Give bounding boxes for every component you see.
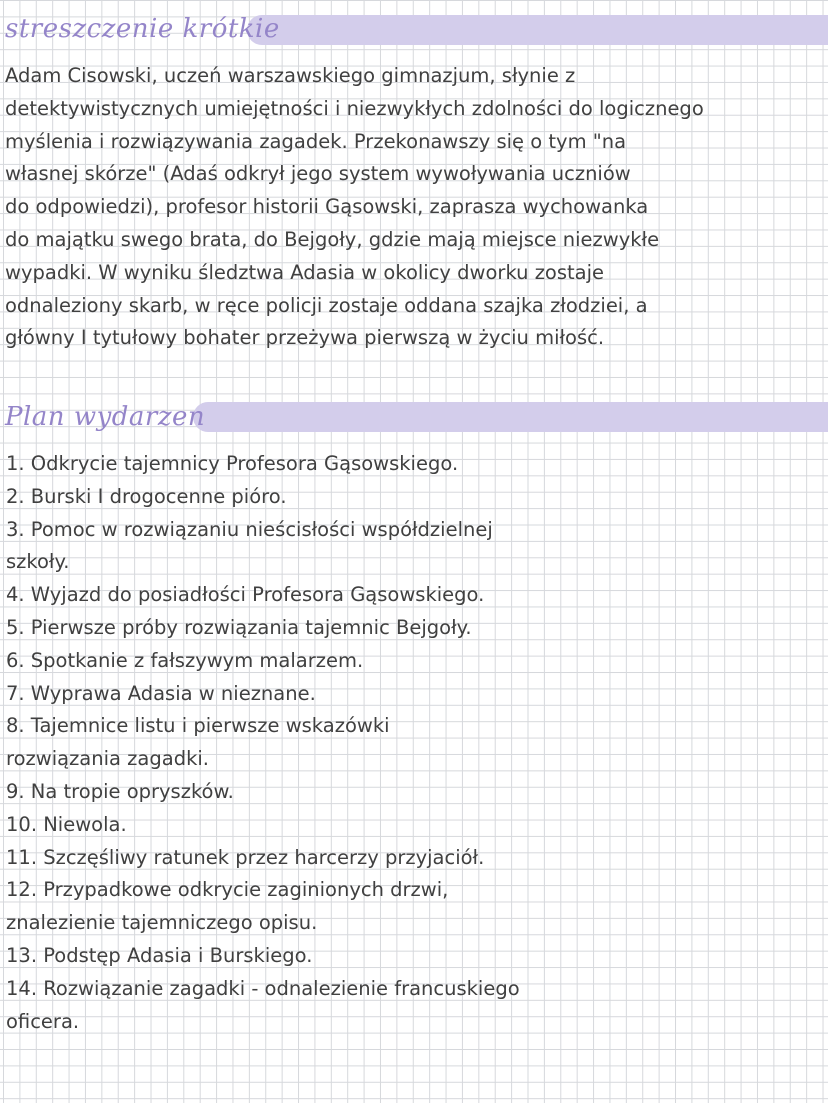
list-item: 2. Burski I drogocenne pióro. (6, 484, 287, 508)
list-item: 14. Rozwiązanie zagadki - odnalezienie francuskiego (6, 976, 520, 1000)
summary-line: odnaleziony skarb, w ręce policji zostaje oddana szajka złodziei, a (5, 293, 648, 317)
summary-line: wypadki. W wyniku śledztwa Adasia w okolicy dworku zostaje (5, 260, 605, 284)
list-item: rozwiązania zagadki. (6, 747, 209, 771)
summary-line: do majątku swego brata, do Bejgoły, gdzie mają miejsce niezwykłe (5, 227, 660, 251)
list-item: 12. Przypadkowe odkrycie zaginionych drzwi, (6, 878, 449, 902)
list-item: 8. Tajemnice listu i pierwsze wskazówki (6, 714, 390, 738)
summary-header (0, 14, 828, 50)
summary-line: detektywistycznych umiejętności i niezwykłych zdolności do logicznego (5, 96, 704, 120)
plan-header (0, 402, 828, 438)
list-item: 3. Pomoc w rozwiązaniu nieścisłości współdzielnej (6, 517, 493, 541)
list-item: 4. Wyjazd do posiadłości Profesora Gąsowskiego. (6, 583, 485, 607)
summary-line: do odpowiedzi), profesor historii Gąsowski, zaprasza wychowanka (5, 195, 649, 219)
list-item: 10. Niewola. (6, 812, 127, 836)
summary-text (5, 60, 705, 355)
list-item: oficera. (6, 1009, 80, 1033)
summary-line: Adam Cisowski, uczeń warszawskiego gimnazjum, słynie z (5, 64, 576, 87)
list-item: 5. Pierwsze próby rozwiązania tajemnic Bejgoły. (6, 615, 472, 639)
summary-line: własnej skórze" (Adaś odkrył jego system wywoływania uczniów (5, 162, 631, 186)
list-item: 1. Odkrycie tajemnicy Profesora Gąsowskiego. (6, 452, 459, 475)
list-item: znalezienie tajemniczego opisu. (6, 911, 318, 935)
list-item: szkoły. (6, 550, 70, 574)
plan-header-bar (193, 402, 828, 432)
list-item: 7. Wyprawa Adasia w nieznane. (6, 681, 316, 705)
plan-list (6, 448, 626, 1038)
summary-title: streszczenie krótkie (5, 14, 280, 44)
summary-line: myślenia i rozwiązywania zagadek. Przekonawszy się o tym "na (5, 129, 627, 153)
list-item: 11. Szczęśliwy ratunek przez harcerzy przyjaciół. (6, 845, 485, 869)
plan-title: Plan wydarzen (5, 402, 206, 432)
summary-header-bar (247, 15, 828, 45)
list-item: 13. Podstęp Adasia i Burskiego. (6, 943, 313, 967)
list-item: 9. Na tropie opryszków. (6, 779, 234, 803)
list-item: 6. Spotkanie z fałszywym malarzem. (6, 648, 364, 672)
summary-line: główny I tytułowy bohater przeżywa pierwszą w życiu miłość. (5, 326, 605, 350)
